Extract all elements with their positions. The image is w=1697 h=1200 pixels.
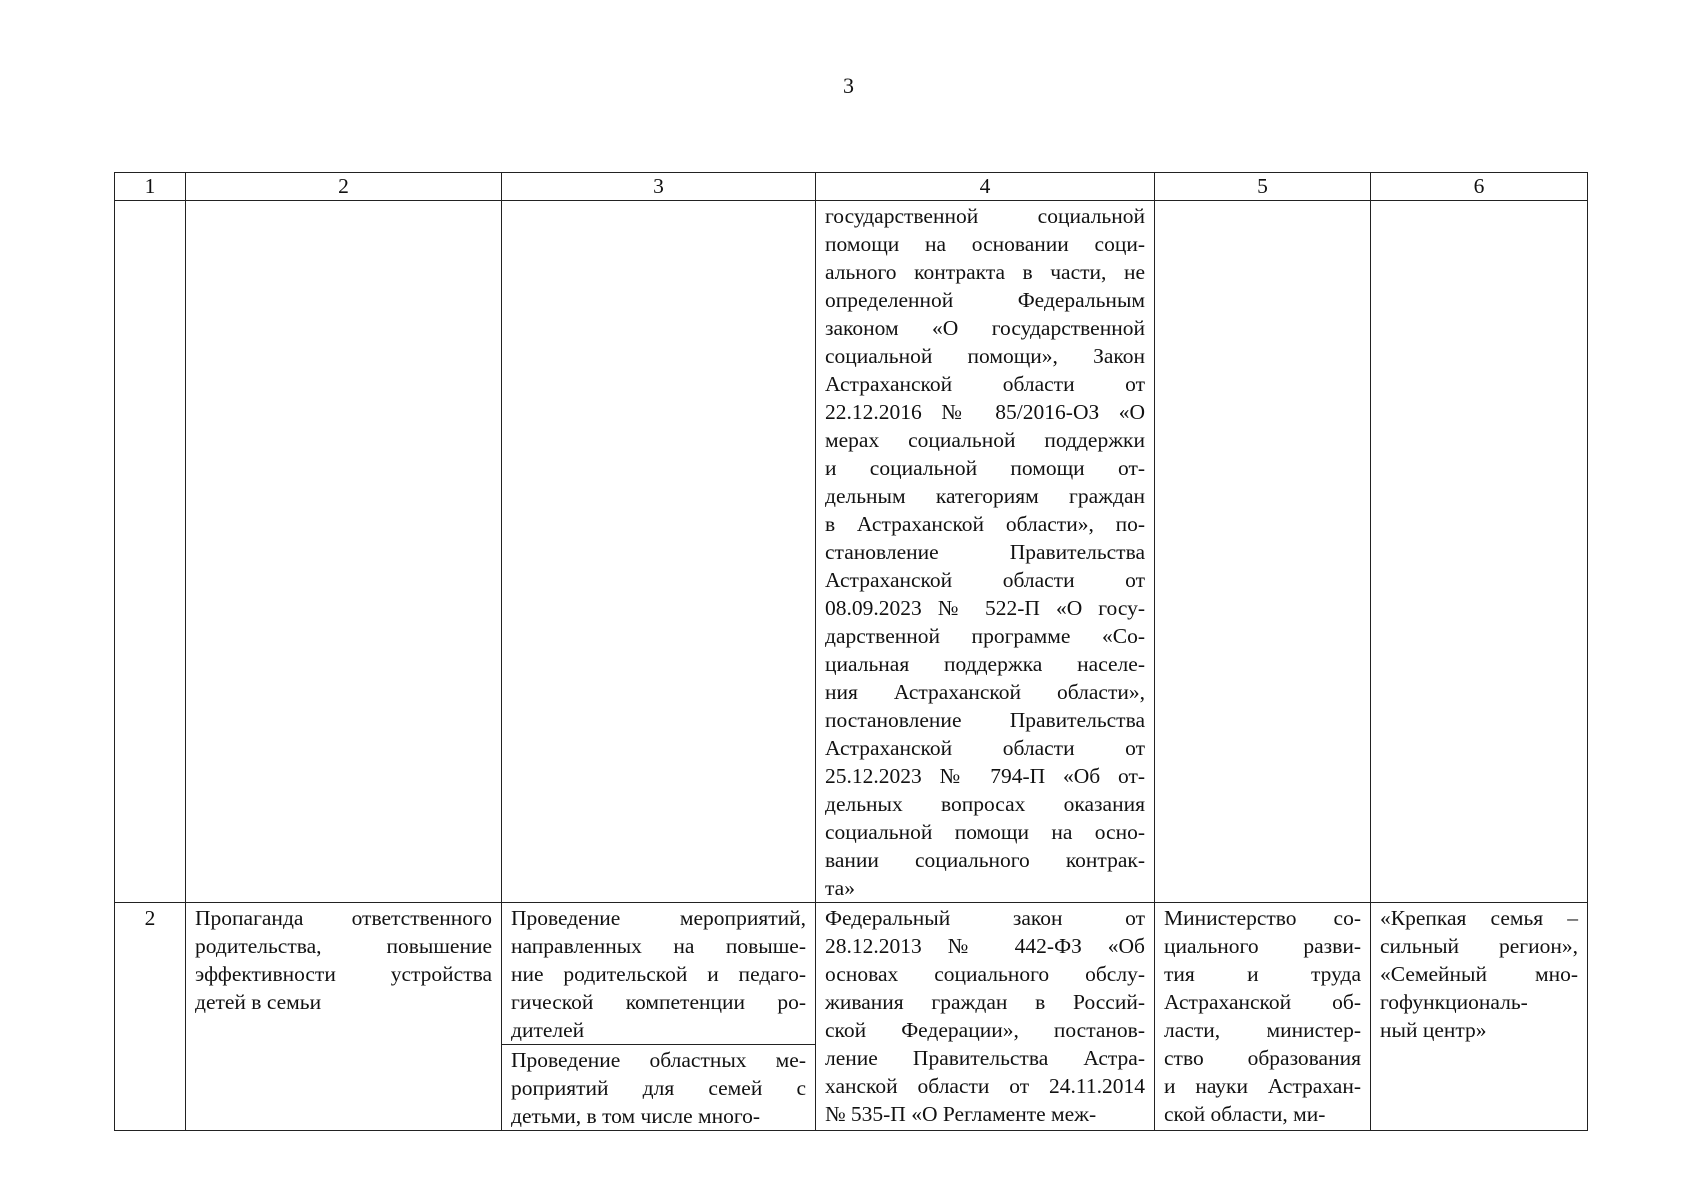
responsible-text bbox=[1164, 904, 1361, 1128]
column-header-1: 1 bbox=[115, 173, 186, 201]
measures-table bbox=[114, 172, 1588, 1131]
row-2-projects bbox=[1371, 903, 1588, 1131]
task-text bbox=[195, 904, 492, 1016]
text-line: дельным категориям граждан bbox=[825, 484, 1145, 508]
row-number: 2 bbox=[115, 903, 186, 1131]
text-line: 25.12.2023 № 794-П «Об от- bbox=[825, 764, 1145, 788]
text-line: ство образования bbox=[1164, 1046, 1361, 1070]
text-line: тия и труда bbox=[1164, 962, 1361, 986]
text-line: родительства, повышение bbox=[195, 934, 492, 958]
text-line: Проведение областных ме- bbox=[511, 1048, 806, 1072]
projects-text bbox=[1380, 904, 1578, 1044]
text-line: становление Правительства bbox=[825, 540, 1145, 564]
row-continuation-col5 bbox=[1155, 201, 1371, 903]
text-line: циальная поддержка населе- bbox=[825, 652, 1145, 676]
text-line: детьми, в том числе много- bbox=[511, 1104, 761, 1128]
row-continuation-col1 bbox=[115, 201, 186, 903]
row-2-legal-basis-text bbox=[825, 904, 1145, 1128]
row-2-legal-basis bbox=[816, 903, 1155, 1131]
text-line: ный центр» bbox=[1380, 1018, 1487, 1042]
text-line: № 535-П «О Регламенте меж- bbox=[825, 1102, 1097, 1126]
row-2-task bbox=[186, 903, 502, 1131]
table-row-continuation bbox=[115, 201, 1588, 903]
table-row-2 bbox=[115, 903, 1588, 1131]
text-line: Астраханской области от bbox=[825, 372, 1145, 396]
text-line: та» bbox=[825, 876, 855, 900]
row-continuation-col6 bbox=[1371, 201, 1588, 903]
text-line: Пропаганда ответственного bbox=[195, 906, 492, 930]
row-2-responsible bbox=[1155, 903, 1371, 1131]
row-continuation-legal-basis bbox=[816, 201, 1155, 903]
text-line: Проведение мероприятий, bbox=[511, 906, 806, 930]
text-line: в Астраханской области», по- bbox=[825, 512, 1145, 536]
text-line: ласти, министер- bbox=[1164, 1018, 1361, 1042]
text-line: роприятий для семей с bbox=[511, 1076, 806, 1100]
column-header-2: 2 bbox=[186, 173, 502, 201]
text-line: Астраханской об- bbox=[1164, 990, 1361, 1014]
row-continuation-col3 bbox=[502, 201, 816, 903]
text-line: сильный регион», bbox=[1380, 934, 1578, 958]
text-line: ской области, ми- bbox=[1164, 1102, 1326, 1126]
row-continuation-col2 bbox=[186, 201, 502, 903]
text-line: 08.09.2023 № 522-П «О госу- bbox=[825, 596, 1145, 620]
activity-parental-competence bbox=[502, 903, 815, 1045]
text-line: циального разви- bbox=[1164, 934, 1361, 958]
text-line: дарственной программе «Со- bbox=[825, 624, 1145, 648]
text-line: ской Федерации», постанов- bbox=[825, 1018, 1145, 1042]
column-header-4: 4 bbox=[816, 173, 1155, 201]
text-line: 22.12.2016 № 85/2016-ОЗ «О bbox=[825, 400, 1145, 424]
text-line: мерах социальной поддержки bbox=[825, 428, 1145, 452]
text-line: ление Правительства Астра- bbox=[825, 1046, 1145, 1070]
table-header-row bbox=[115, 173, 1588, 201]
text-line: постановление Правительства bbox=[825, 708, 1145, 732]
text-line: Федеральный закон от bbox=[825, 906, 1145, 930]
activity-regional-events bbox=[502, 1045, 815, 1130]
text-line: социальной помощи», Закон bbox=[825, 344, 1145, 368]
text-line: гофункциональ- bbox=[1380, 990, 1528, 1014]
text-line: «Крепкая семья – bbox=[1380, 906, 1578, 930]
text-line: «Семейный мно- bbox=[1380, 962, 1578, 986]
text-line: законом «О государственной bbox=[825, 316, 1145, 340]
text-line: ханской области от 24.11.2014 bbox=[825, 1074, 1145, 1098]
text-line: гической компетенции ро- bbox=[511, 990, 806, 1014]
legal-basis-text bbox=[825, 202, 1145, 902]
text-line: эффективности устройства bbox=[195, 962, 492, 986]
text-line: государственной социальной bbox=[825, 204, 1145, 228]
column-header-6: 6 bbox=[1371, 173, 1588, 201]
text-line: ального контракта в части, не bbox=[825, 260, 1145, 284]
row-2-activities bbox=[502, 903, 816, 1131]
text-line: ния Астраханской области», bbox=[825, 680, 1145, 704]
text-line: дителей bbox=[511, 1018, 585, 1042]
text-line: живания граждан в Россий- bbox=[825, 990, 1145, 1014]
text-line: Астраханской области от bbox=[825, 736, 1145, 760]
text-line: и науки Астрахан- bbox=[1164, 1074, 1361, 1098]
text-line: направленных на повыше- bbox=[511, 934, 806, 958]
text-line: определенной Федеральным bbox=[825, 288, 1145, 312]
text-line: помощи на основании соци- bbox=[825, 232, 1145, 256]
text-line: Астраханской области от bbox=[825, 568, 1145, 592]
text-line: детей в семьи bbox=[195, 990, 322, 1014]
text-line: и социальной помощи от- bbox=[825, 456, 1145, 480]
column-header-5: 5 bbox=[1155, 173, 1371, 201]
text-line: социальной помощи на осно- bbox=[825, 820, 1145, 844]
column-header-3: 3 bbox=[502, 173, 816, 201]
page-number: 3 bbox=[843, 73, 854, 98]
text-line: Министерство со- bbox=[1164, 906, 1361, 930]
text-line: ние родительской и педаго- bbox=[511, 962, 806, 986]
text-line: вании социального контрак- bbox=[825, 848, 1145, 872]
text-line: основах социального обслу- bbox=[825, 962, 1145, 986]
text-line: дельных вопросах оказания bbox=[825, 792, 1145, 816]
text-line: 28.12.2013 № 442-ФЗ «Об bbox=[825, 934, 1145, 958]
